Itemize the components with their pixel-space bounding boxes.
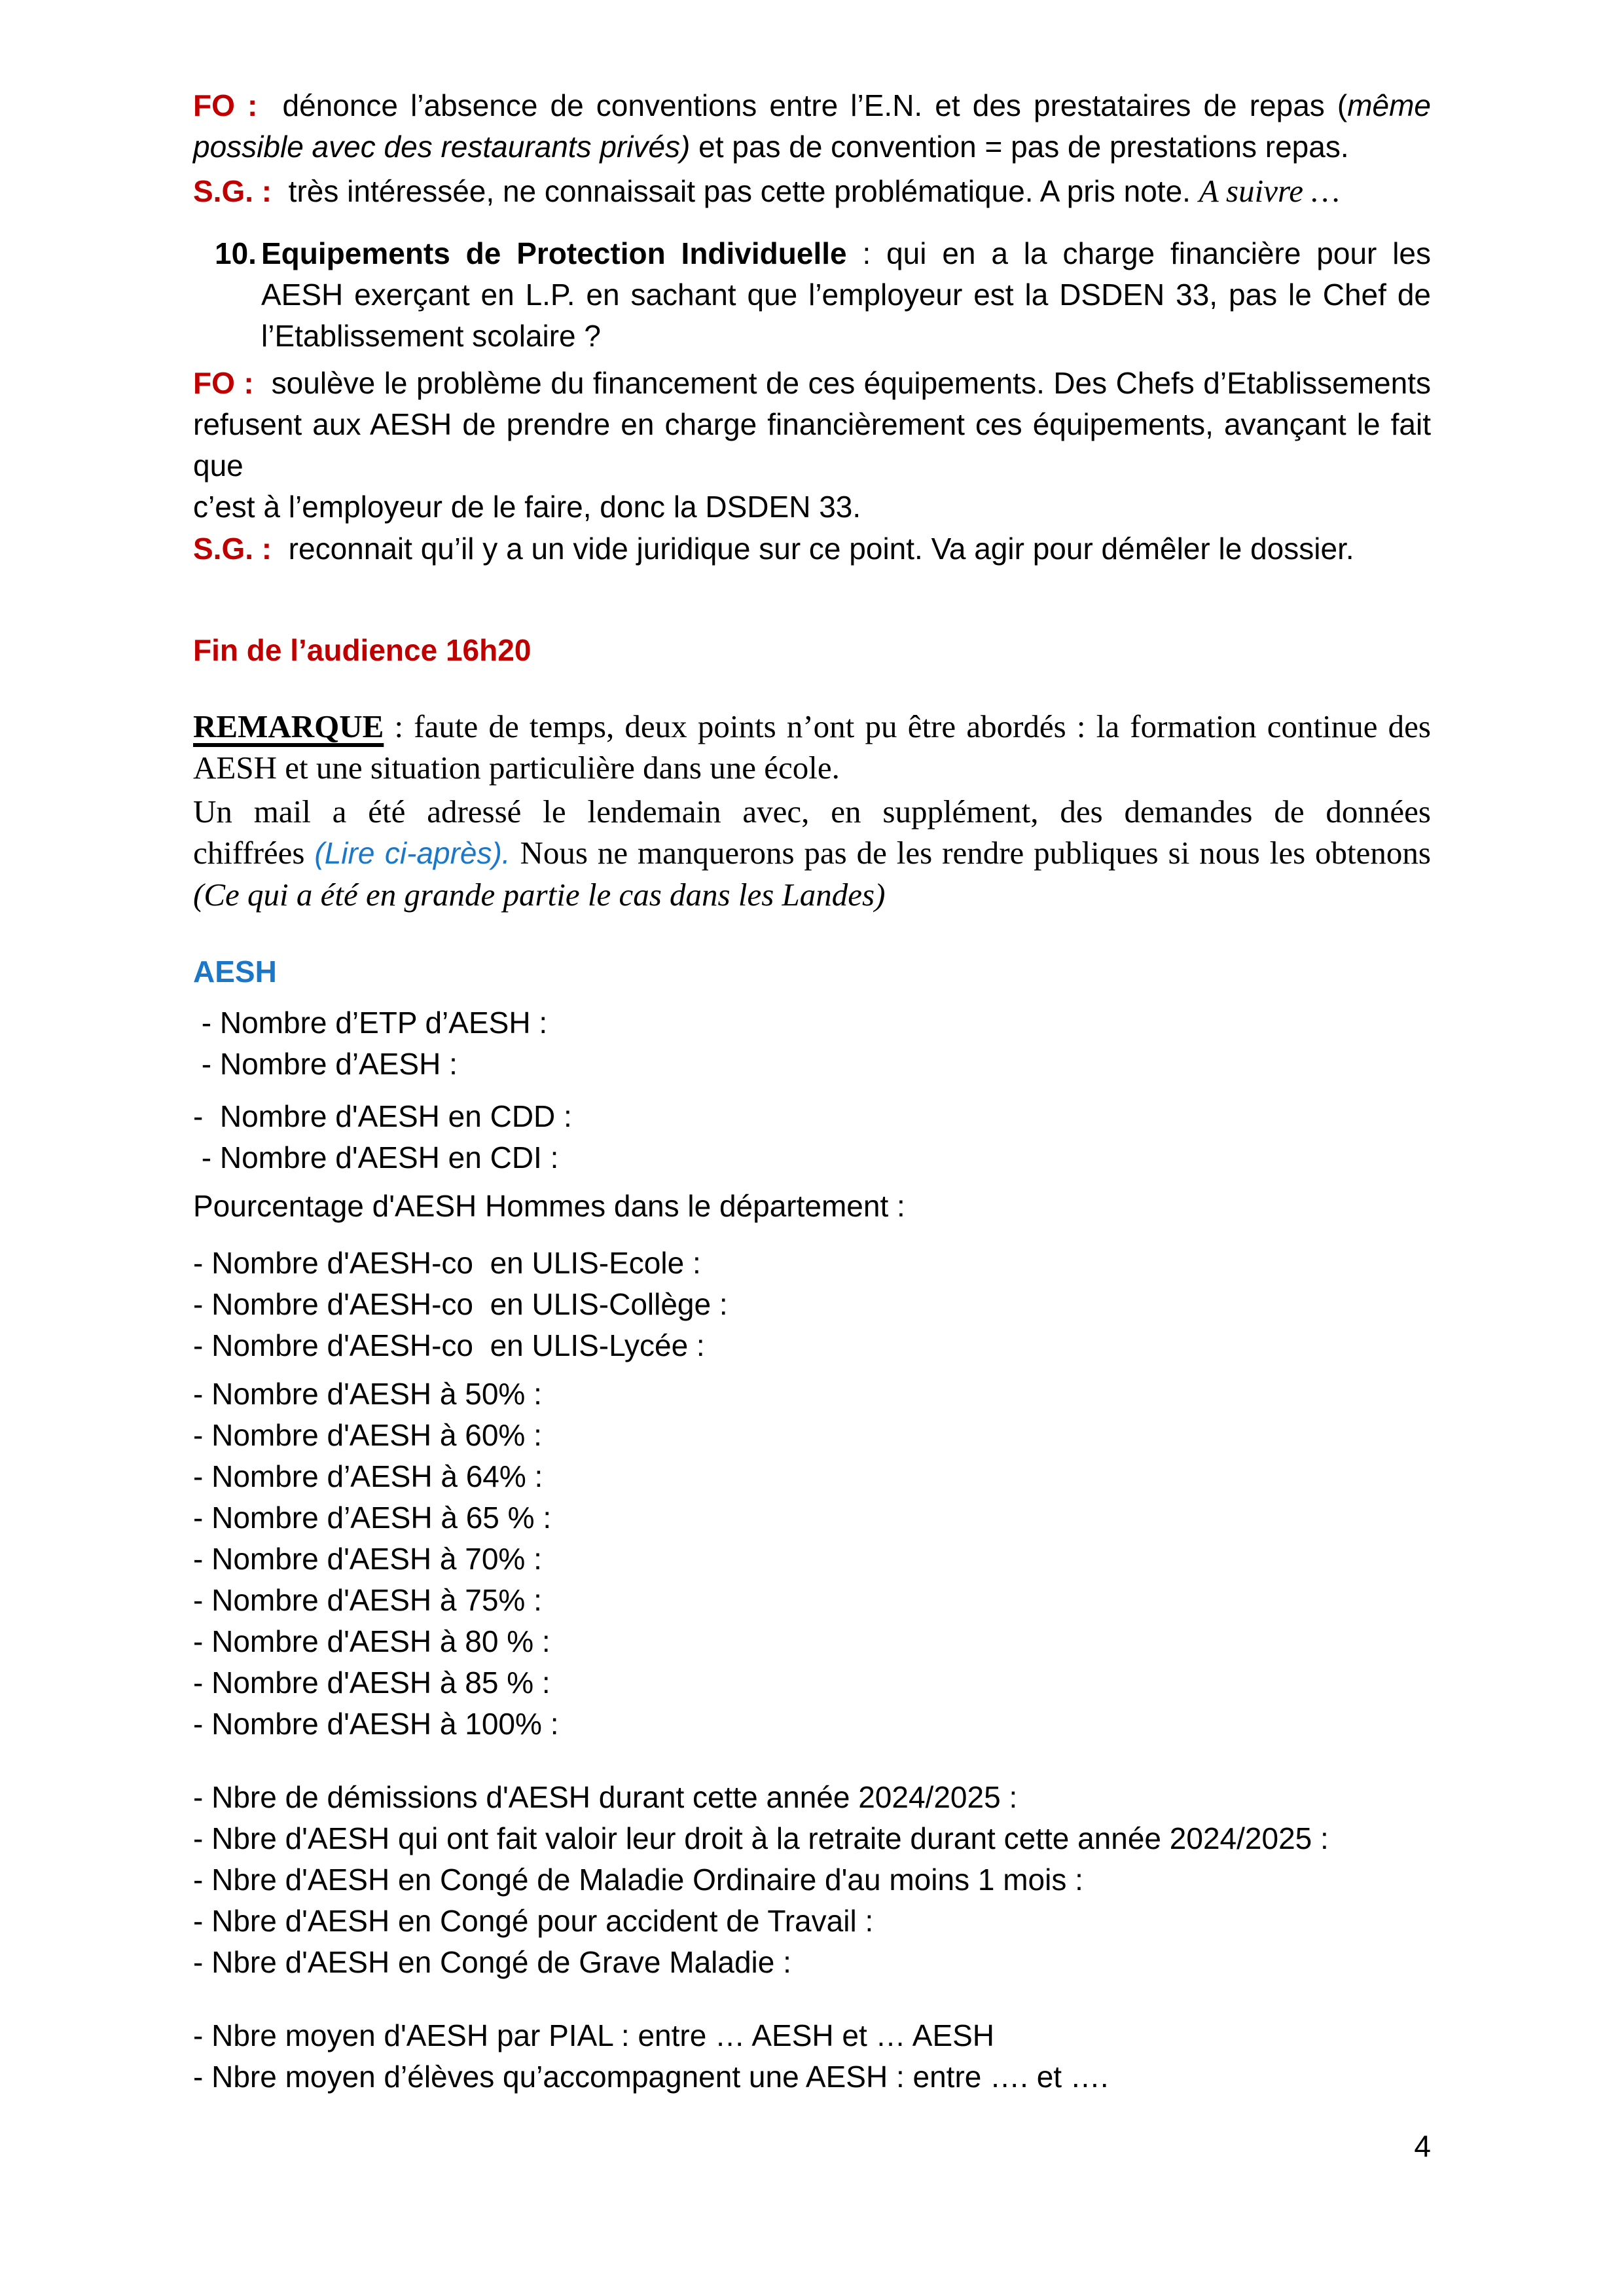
heading-fin-audience: Fin de l’audience 16h20: [193, 633, 532, 667]
list-item: - Nombre d'AESH à 100% :: [193, 1707, 559, 1741]
list-item: - Nbre d'AESH en Congé de Maladie Ordinaire d'au moins 1 mois :: [193, 1863, 1083, 1897]
speaker-label-sg: S.G. :: [193, 174, 272, 208]
text-segment: chiffrées: [193, 835, 315, 871]
text-segment: refusent aux AESH de prendre en charge financièrement ces équipements, avançant le fait que: [193, 407, 1439, 483]
speaker-label-fo: FO :: [193, 366, 254, 400]
text-segment: c’est à l’employeur de le faire, donc la DSDEN 33.: [193, 490, 861, 524]
paragraph-mail: [193, 791, 1431, 915]
text-segment: : qui en a la charge financière pour les: [846, 236, 1431, 270]
text-line: [193, 126, 1431, 168]
paragraph-fo-equipements: [193, 363, 1439, 528]
aesh-list-quotites: [193, 1374, 1431, 1745]
list-item: - Nombre d'AESH à 50% :: [193, 1377, 542, 1411]
paragraph-sg-interessee: [193, 170, 1431, 212]
paragraph-sg-vide-juridique: [193, 528, 1431, 570]
lire-ci-apres-reference: (Lire ci-après).: [314, 836, 511, 870]
text-line: [193, 706, 1431, 747]
list-item: - Nombre d’AESH :: [193, 1047, 458, 1081]
list-item: - Nombre d'AESH à 60% :: [193, 1418, 542, 1452]
text-segment-bold: Equipements de Protection Individuelle: [261, 236, 847, 270]
text-segment: : faute de temps, deux points n’ont pu être abordés : la formation continue des: [384, 708, 1431, 744]
numbered-item-10: [215, 233, 1431, 357]
text-segment: soulève le problème du financement de ces équipements. Des Chefs d’Etablissements: [253, 366, 1431, 400]
list-item: - Nombre d'AESH à 80 % :: [193, 1624, 550, 1658]
page-number: 4: [1414, 2129, 1431, 2163]
text-segment-a-suivre: A suivre …: [1199, 173, 1340, 209]
list-item: - Nombre d'AESH à 70% :: [193, 1542, 542, 1576]
text-segment: AESH exerçant en L.P. en sachant que l’employeur est la DSDEN 33, pas le Chef de: [261, 278, 1431, 312]
heading-aesh: AESH: [193, 955, 277, 989]
aesh-list-cdd-cdi: [193, 1096, 1431, 1178]
text-segment: dénonce l’absence de conventions entre l’E.N. et des prestataires de repas (: [257, 88, 1348, 122]
list-item: - Nombre d'AESH-co en ULIS-Ecole :: [193, 1246, 701, 1280]
text-line: [193, 170, 1431, 212]
paragraph-remarque: [193, 706, 1431, 788]
list-item: - Nombre d'AESH à 85 % :: [193, 1666, 550, 1700]
text-line: [193, 363, 1431, 404]
speaker-label-fo: FO :: [193, 88, 258, 122]
aesh-list-etp: [193, 1002, 1431, 1085]
pourcentage-hommes-line: Pourcentage d'AESH Hommes dans le département :: [193, 1189, 905, 1223]
list-item: - Nbre d'AESH qui ont fait valoir leur droit à la retraite durant cette année 2024/2025 :: [193, 1821, 1329, 1855]
list-item: - Nombre d'AESH-co en ULIS-Collège :: [193, 1287, 728, 1321]
text-line: [193, 404, 1439, 486]
text-line-italic: [193, 874, 1431, 915]
list-item: - Nombre d'AESH en CDD :: [193, 1099, 572, 1133]
list-item: - Nombre d’ETP d’AESH :: [193, 1006, 548, 1040]
text-line: [193, 832, 1431, 874]
list-item: - Nombre d'AESH à 75% :: [193, 1583, 542, 1617]
text-segment: Un mail a été adressé le lendemain avec, en supplément, des demandes de données: [193, 793, 1431, 829]
text-segment-italic: (Ce qui a été en grande partie le cas dans les Landes): [193, 877, 886, 913]
text-segment: Nous ne manquerons pas de les rendre publiques si nous les obtenons: [510, 835, 1431, 871]
text-segment-italic: même: [1347, 88, 1431, 122]
aesh-list-moyennes: [193, 2015, 1431, 2098]
list-item: - Nombre d’AESH à 64% :: [193, 1459, 543, 1493]
text-segment: très intéressée, ne connaissait pas cette problématique. A pris note.: [272, 174, 1199, 208]
text-segment: AESH et une situation particulière dans une école.: [193, 750, 840, 786]
text-line: [193, 486, 1431, 528]
text-line: [193, 747, 1431, 788]
text-line: [193, 791, 1431, 832]
list-item: - Nbre moyen d’élèves qu’accompagnent une AESH : entre …. et ….: [193, 2060, 1109, 2094]
list-item: - Nbre d'AESH en Congé pour accident de Travail :: [193, 1904, 874, 1938]
list-item: - Nbre moyen d'AESH par PIAL : entre … AESH et … AESH: [193, 2018, 995, 2052]
text-segment-italic: possible avec des restaurants privés): [193, 130, 691, 164]
paragraph-fo-repas: [193, 85, 1431, 168]
aesh-list-ulis: [193, 1243, 1431, 1366]
text-line: [261, 233, 1431, 274]
text-line: [193, 528, 1431, 570]
list-item: - Nbre de démissions d'AESH durant cette année 2024/2025 :: [193, 1780, 1018, 1814]
list-item: - Nombre d'AESH en CDI :: [193, 1140, 559, 1175]
list-item: - Nombre d’AESH à 65 % :: [193, 1501, 552, 1535]
text-segment: et pas de convention = pas de prestations repas.: [690, 130, 1349, 164]
list-item: - Nombre d'AESH-co en ULIS-Lycée :: [193, 1328, 705, 1362]
text-segment: l’Etablissement scolaire ?: [261, 319, 602, 353]
text-segment: reconnait qu’il y a un vide juridique sur ce point. Va agir pour démêler le dossier.: [272, 532, 1354, 566]
speaker-label-sg: S.G. :: [193, 532, 272, 566]
list-number: 10.: [215, 236, 257, 270]
aesh-list-conges-demissions: [193, 1777, 1431, 1983]
remarque-label: REMARQUE: [193, 708, 384, 744]
text-line: [193, 85, 1431, 126]
text-line: [261, 316, 1431, 357]
list-item: - Nbre d'AESH en Congé de Grave Maladie :: [193, 1945, 791, 1979]
text-line: [261, 274, 1431, 316]
